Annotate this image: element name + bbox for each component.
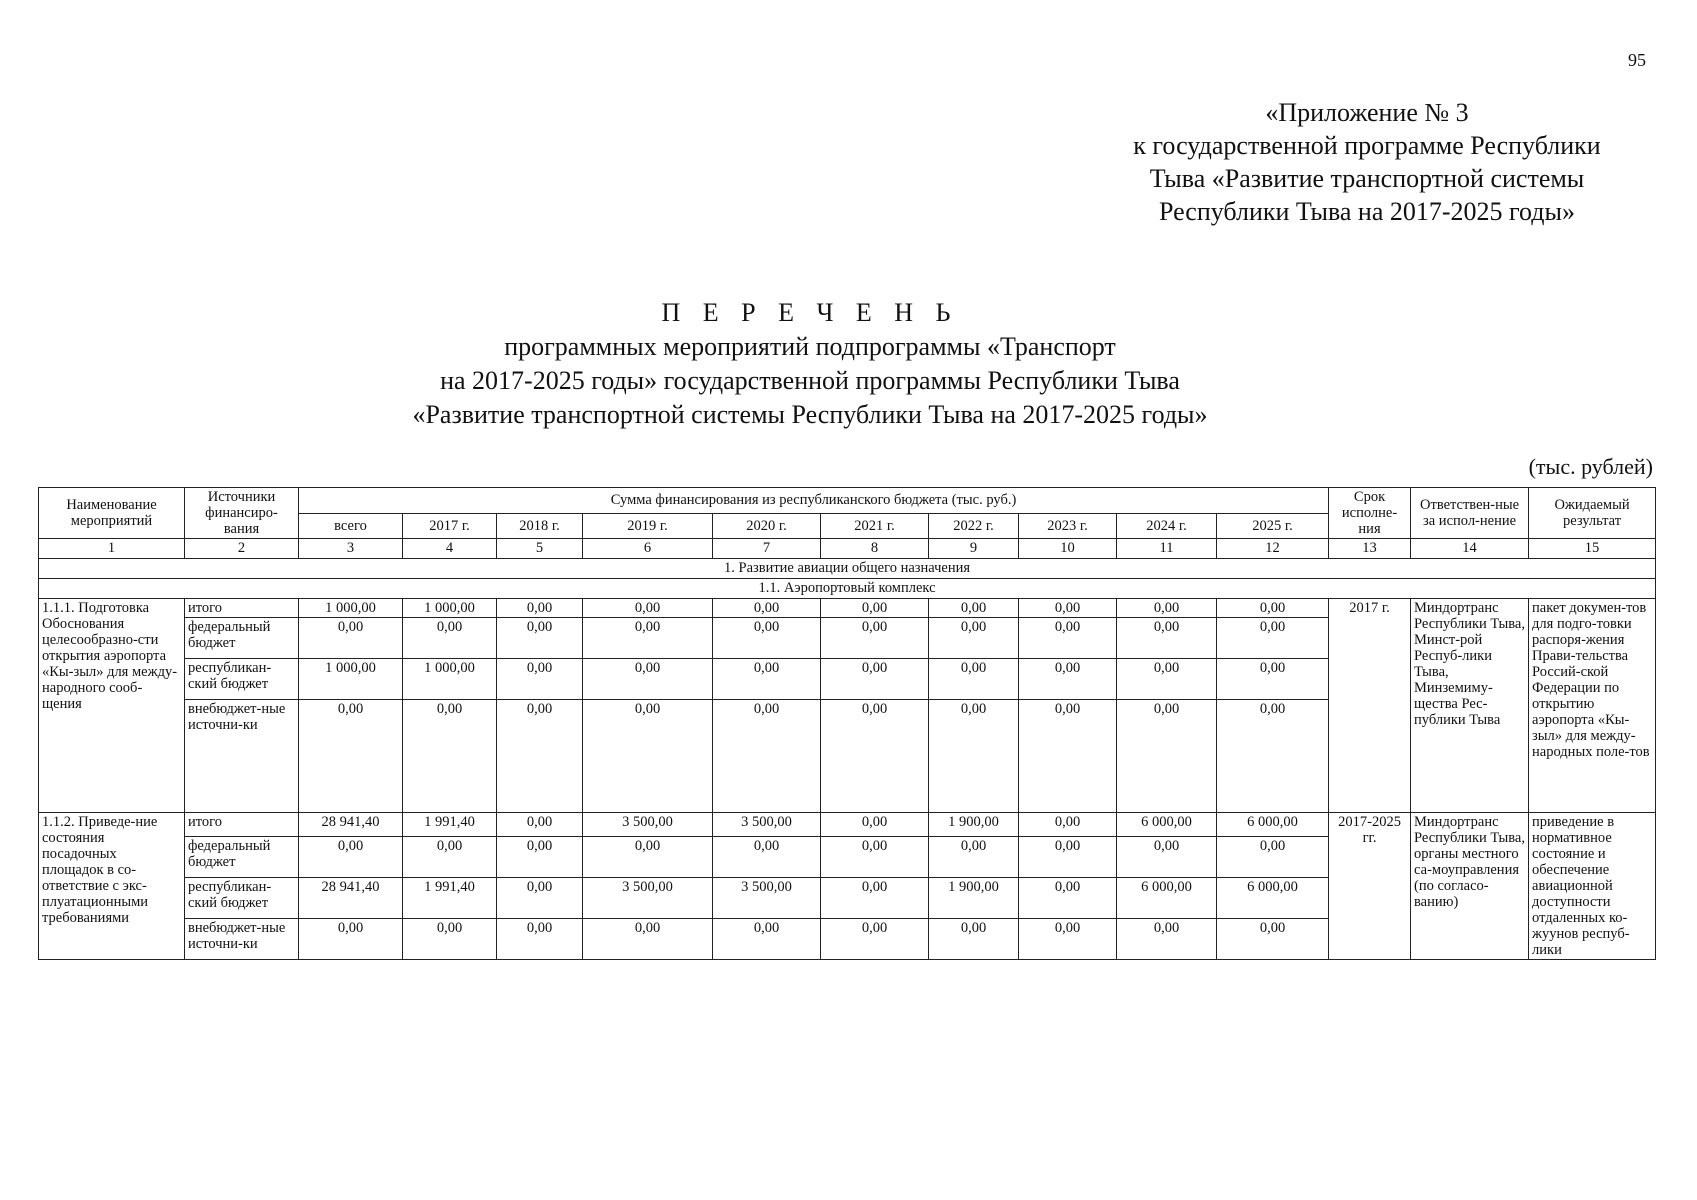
- table-row: [39, 813, 1656, 837]
- value-cell: 0,00: [929, 599, 1019, 618]
- value-cell: 0,00: [1019, 878, 1117, 919]
- value-cell: 3 500,00: [713, 813, 821, 837]
- value-cell: 0,00: [497, 837, 583, 878]
- value-cell: 1 000,00: [299, 659, 403, 700]
- value-cell: 0,00: [1019, 919, 1117, 960]
- value-cell: 28 941,40: [299, 878, 403, 919]
- value-cell: 0,00: [583, 837, 713, 878]
- page-number: 95: [1628, 50, 1646, 70]
- appendix-line: Республики Тыва на 2017-2025 годы»: [1158, 197, 1576, 226]
- program-activities-table: [38, 487, 1656, 960]
- value-cell: 6 000,00: [1117, 878, 1217, 919]
- value-cell: 1 000,00: [403, 599, 497, 618]
- value-cell: 0,00: [1019, 837, 1117, 878]
- value-cell: 0,00: [403, 618, 497, 659]
- value-cell: 0,00: [929, 659, 1019, 700]
- value-cell: 0,00: [929, 919, 1019, 960]
- header-year: 2020 г.: [713, 513, 821, 539]
- section-row: [39, 559, 1656, 579]
- value-cell: 6 000,00: [1117, 813, 1217, 837]
- value-cell: 1 991,40: [403, 878, 497, 919]
- column-number: 5: [497, 539, 583, 559]
- appendix-line: Тыва «Развитие транспортной системы: [1149, 164, 1585, 193]
- activity-name: 1.1.1. Подготовка Обоснования целесообразно-сти открытия аэропорта «Кы-зыл» для между-народного сооб-щения: [39, 599, 185, 813]
- value-cell: 0,00: [1019, 599, 1117, 618]
- value-cell: 0,00: [713, 837, 821, 878]
- column-number: 3: [299, 539, 403, 559]
- activity-responsible: Миндортранс Республики Тыва, Минст-рой Респуб-лики Тыва, Минземиму-щества Рес-публики Тыва: [1411, 599, 1529, 813]
- value-cell: 0,00: [583, 618, 713, 659]
- column-number: 12: [1217, 539, 1329, 559]
- value-cell: 0,00: [713, 618, 821, 659]
- value-cell: 0,00: [1217, 919, 1329, 960]
- header-year: 2024 г.: [1117, 513, 1217, 539]
- value-cell: 0,00: [497, 813, 583, 837]
- value-cell: 0,00: [583, 599, 713, 618]
- document-title-block: [330, 296, 1290, 432]
- header-sum-group: Сумма финансирования из республиканского бюджета (тыс. руб.): [299, 488, 1329, 514]
- activity-responsible: Миндортранс Республики Тыва, органы местного са-моуправления (по согласо-ванию): [1411, 813, 1529, 960]
- value-cell: 0,00: [403, 837, 497, 878]
- header-year: 2017 г.: [403, 513, 497, 539]
- value-cell: 0,00: [497, 919, 583, 960]
- funding-source: федеральный бюджет: [185, 837, 299, 878]
- subtitle-line: программных мероприятий подпрограммы «Транспорт: [504, 332, 1116, 361]
- column-number: 1: [39, 539, 185, 559]
- value-cell: 0,00: [821, 878, 929, 919]
- value-cell: 0,00: [1117, 837, 1217, 878]
- header-row: [39, 488, 1656, 514]
- appendix-line: «Приложение № 3: [1265, 98, 1469, 127]
- value-cell: 0,00: [1019, 659, 1117, 700]
- value-cell: 0,00: [1117, 919, 1217, 960]
- value-cell: 1 000,00: [299, 599, 403, 618]
- header-responsible: Ответствен-ные за испол-нение: [1411, 488, 1529, 539]
- value-cell: 0,00: [1019, 813, 1117, 837]
- activity-result: пакет докумен-тов для подго-товки распоря-жения Прави-тельства Россий-ской Федерации по открытию аэропорта «Кы-зыл» для между-народных поле-тов: [1529, 599, 1656, 813]
- column-number: 13: [1329, 539, 1411, 559]
- column-number: 15: [1529, 539, 1656, 559]
- value-cell: 0,00: [821, 813, 929, 837]
- value-cell: 0,00: [1217, 599, 1329, 618]
- header-total: всего: [299, 513, 403, 539]
- column-number: 4: [403, 539, 497, 559]
- subtitle-line: на 2017-2025 годы» государственной программы Республики Тыва: [440, 366, 1180, 395]
- value-cell: 0,00: [583, 700, 713, 813]
- value-cell: 1 900,00: [929, 813, 1019, 837]
- value-cell: 0,00: [299, 919, 403, 960]
- value-cell: 0,00: [821, 618, 929, 659]
- header-year: 2021 г.: [821, 513, 929, 539]
- activity-term: 2017-2025 гг.: [1329, 813, 1411, 960]
- value-cell: 1 000,00: [403, 659, 497, 700]
- header-year: 2019 г.: [583, 513, 713, 539]
- funding-source: итого: [185, 813, 299, 837]
- activity-result: приведение в нормативное состояние и обеспечение авиационной доступности отдаленных ко-жуунов респуб-лики: [1529, 813, 1656, 960]
- column-number: 8: [821, 539, 929, 559]
- value-cell: 0,00: [821, 919, 929, 960]
- funding-source: федеральный бюджет: [185, 618, 299, 659]
- value-cell: 0,00: [299, 837, 403, 878]
- column-number: 9: [929, 539, 1019, 559]
- header-year: 2023 г.: [1019, 513, 1117, 539]
- column-number: 14: [1411, 539, 1529, 559]
- value-cell: 0,00: [1117, 700, 1217, 813]
- subsection-row: [39, 579, 1656, 599]
- value-cell: 0,00: [583, 659, 713, 700]
- value-cell: 0,00: [821, 700, 929, 813]
- header-result: Ожидаемый результат: [1529, 488, 1656, 539]
- funding-source: внебюджет-ные источни-ки: [185, 919, 299, 960]
- activity-name: 1.1.2. Приведе-ние состояния посадочных площадок в со-ответствие с экс-плуатационными требованиями: [39, 813, 185, 960]
- value-cell: 0,00: [713, 919, 821, 960]
- appendix-note: [1087, 96, 1647, 228]
- value-cell: 0,00: [497, 599, 583, 618]
- document-title: П Е Р Е Ч Е Н Ь: [661, 298, 959, 327]
- header-year: 2018 г.: [497, 513, 583, 539]
- value-cell: 0,00: [929, 837, 1019, 878]
- value-cell: 0,00: [299, 618, 403, 659]
- value-cell: 0,00: [497, 618, 583, 659]
- value-cell: 1 991,40: [403, 813, 497, 837]
- funding-source: республикан-ский бюджет: [185, 659, 299, 700]
- value-cell: 0,00: [299, 700, 403, 813]
- header-year: 2022 г.: [929, 513, 1019, 539]
- value-cell: 0,00: [1117, 618, 1217, 659]
- value-cell: 0,00: [713, 700, 821, 813]
- value-cell: 0,00: [1019, 618, 1117, 659]
- value-cell: 0,00: [497, 878, 583, 919]
- header-term: Срок исполне-ния: [1329, 488, 1411, 539]
- units-label: (тыс. рублей): [1528, 454, 1653, 479]
- value-cell: 0,00: [929, 618, 1019, 659]
- header-name: Наименование мероприятий: [39, 488, 185, 539]
- value-cell: 0,00: [929, 700, 1019, 813]
- value-cell: 0,00: [821, 837, 929, 878]
- column-number: 7: [713, 539, 821, 559]
- funding-source: республикан-ский бюджет: [185, 878, 299, 919]
- header-year: 2025 г.: [1217, 513, 1329, 539]
- value-cell: 1 900,00: [929, 878, 1019, 919]
- table-row: [39, 599, 1656, 618]
- value-cell: 0,00: [1217, 837, 1329, 878]
- value-cell: 0,00: [583, 919, 713, 960]
- value-cell: 0,00: [1217, 700, 1329, 813]
- value-cell: 3 500,00: [713, 878, 821, 919]
- value-cell: 0,00: [403, 700, 497, 813]
- value-cell: 0,00: [403, 919, 497, 960]
- funding-source: итого: [185, 599, 299, 618]
- value-cell: 0,00: [1019, 700, 1117, 813]
- value-cell: 0,00: [1117, 599, 1217, 618]
- column-number: 11: [1117, 539, 1217, 559]
- column-number: 2: [185, 539, 299, 559]
- value-cell: 0,00: [1217, 659, 1329, 700]
- value-cell: 6 000,00: [1217, 813, 1329, 837]
- value-cell: 0,00: [713, 599, 821, 618]
- activity-term: 2017 г.: [1329, 599, 1411, 813]
- value-cell: 0,00: [1117, 659, 1217, 700]
- funding-source: внебюджет-ные источни-ки: [185, 700, 299, 813]
- subtitle-line: «Развитие транспортной системы Республики Тыва на 2017-2025 годы»: [412, 400, 1208, 429]
- value-cell: 28 941,40: [299, 813, 403, 837]
- column-numbers-row: [39, 539, 1656, 559]
- value-cell: 0,00: [497, 659, 583, 700]
- section-title: 1. Развитие авиации общего назначения: [39, 559, 1656, 579]
- value-cell: 0,00: [497, 700, 583, 813]
- column-number: 6: [583, 539, 713, 559]
- column-number: 10: [1019, 539, 1117, 559]
- value-cell: 0,00: [821, 659, 929, 700]
- value-cell: 0,00: [1217, 618, 1329, 659]
- subsection-title: 1.1. Аэропортовый комплекс: [39, 579, 1656, 599]
- value-cell: 3 500,00: [583, 878, 713, 919]
- value-cell: 0,00: [713, 659, 821, 700]
- appendix-line: к государственной программе Республики: [1133, 131, 1601, 160]
- value-cell: 6 000,00: [1217, 878, 1329, 919]
- header-sources: Источники финансиро-вания: [185, 488, 299, 539]
- value-cell: 0,00: [821, 599, 929, 618]
- value-cell: 3 500,00: [583, 813, 713, 837]
